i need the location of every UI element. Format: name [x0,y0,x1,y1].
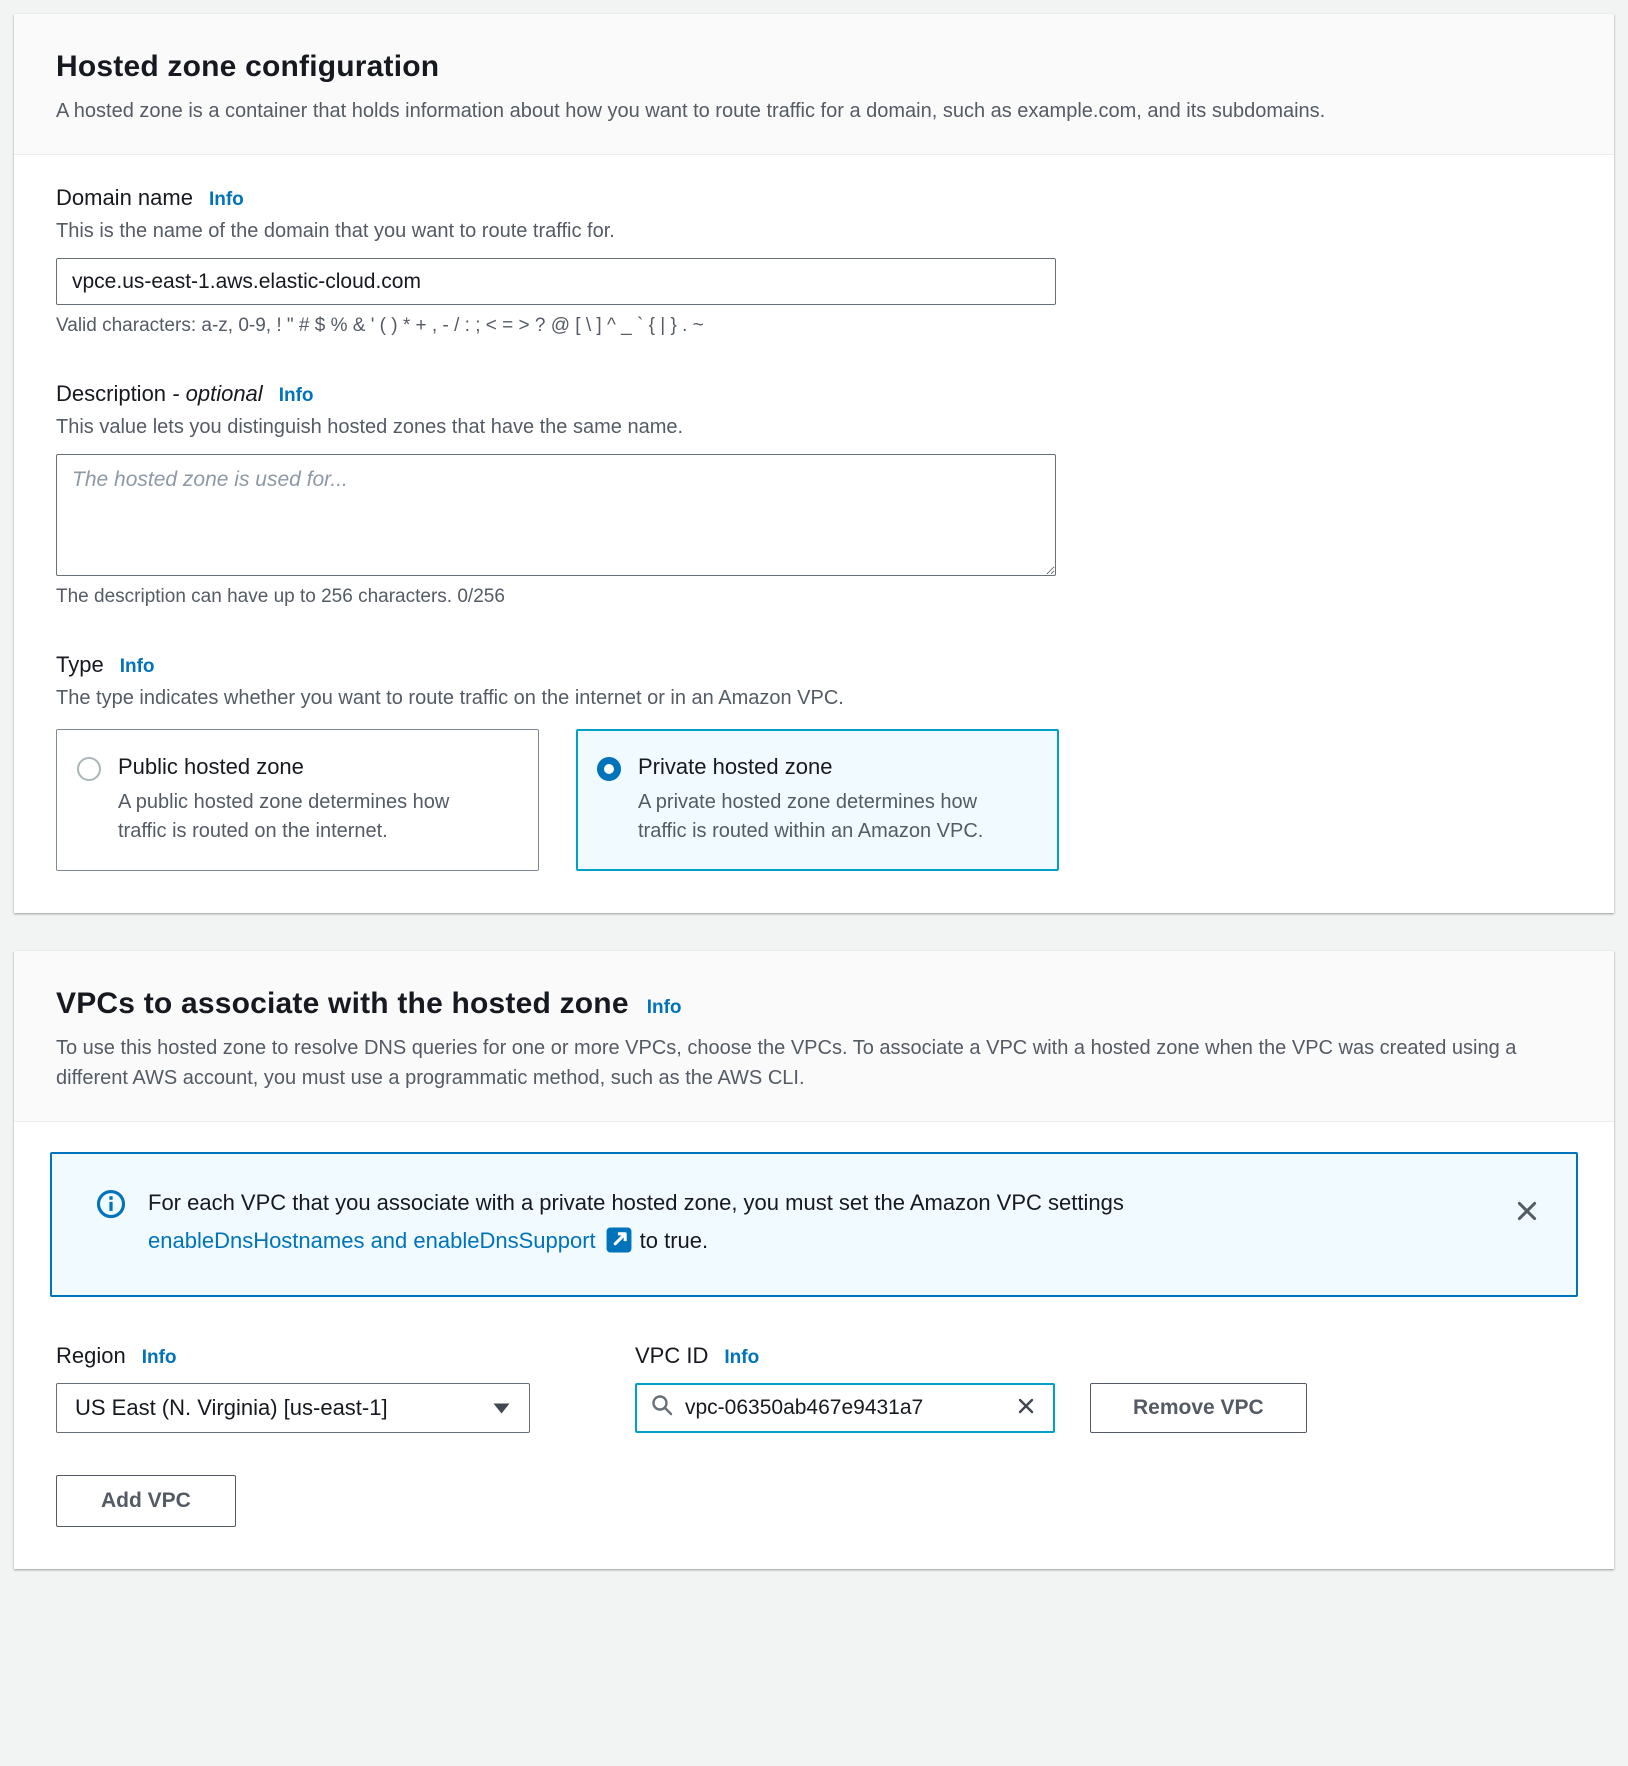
vpcs-card-title: VPCs to associate with the hosted zone [56,987,629,1020]
domain-name-input[interactable] [56,258,1056,305]
search-icon [650,1393,674,1422]
description-char-count: The description can have up to 256 characters. 0/256 [56,586,505,607]
public-hosted-zone-title: Public hosted zone [118,754,304,779]
enable-dns-settings-link[interactable]: enableDnsHostnames and enableDnsSupport [148,1227,596,1253]
vpc-id-input[interactable] [685,1396,1012,1420]
banner-text [148,1184,1124,1265]
description-label: Description - optional [56,381,263,406]
domain-name-field-group [56,185,1572,337]
vpc-id-info-link[interactable]: Info [724,1346,760,1368]
vpc-id-label: VPC ID [635,1342,709,1368]
clear-x-icon [1014,1394,1038,1421]
hosted-zone-card-title: Hosted zone configuration [56,50,440,83]
private-hosted-zone-description: A private hosted zone determines how traffic is routed within an Amazon VPC. [638,791,984,842]
banner-text-after-link: to true. [639,1227,709,1253]
banner-close-button[interactable] [1508,1192,1546,1233]
region-info-link[interactable]: Info [141,1346,177,1368]
type-field-group [56,652,1572,871]
vpcs-card-body [14,1122,1614,1569]
hosted-zone-configuration-card [14,14,1614,913]
hosted-zone-card-header [14,14,1614,155]
external-link-icon [606,1233,632,1258]
description-field-group [56,381,1572,608]
hosted-zone-card-description: A hosted zone is a container that holds information about how you want to route traffic for a domain, such as example.com, and its subdomains. [56,100,1326,122]
vpc-id-search-box[interactable] [635,1383,1055,1433]
type-radio-group [56,729,1572,871]
type-description: The type indicates whether you want to route traffic on the internet or in an Amazon VPC. [56,687,844,709]
private-hosted-zone-radio[interactable] [597,757,621,781]
vpcs-card-info-link[interactable]: Info [646,997,682,1018]
description-textarea[interactable] [56,454,1056,576]
type-info-link[interactable]: Info [119,656,155,677]
domain-name-info-link[interactable]: Info [208,189,244,210]
close-icon [1514,1212,1540,1227]
region-label: Region [56,1342,126,1368]
description-optional-suffix: - optional [172,381,263,406]
vpc-id-column [635,1343,1055,1433]
hosted-zone-card-body [14,155,1614,913]
region-column [56,1343,530,1433]
public-hosted-zone-description: A public hosted zone determines how traffic is routed on the internet. [118,791,450,842]
remove-vpc-button[interactable]: Remove VPC [1090,1383,1307,1433]
public-hosted-zone-radio[interactable] [77,757,101,781]
vpc-settings-info-banner [50,1152,1578,1297]
banner-text-line1: For each VPC that you associate with a private hosted zone, you must set the Amazon VPC settings [148,1190,1124,1215]
domain-name-constraint: Valid characters: a-z, 0-9, ! " # $ % & ' ( ) * + , - / : ; < = > ? @ [ \ ] ^ _ ` { | } . ~ [56,315,704,336]
vpc-id-clear-button[interactable] [1012,1392,1040,1423]
description-info-link[interactable]: Info [278,385,314,406]
region-selected-option: US East (N. Virginia) [us-east-1] [75,1394,388,1420]
public-hosted-zone-option[interactable] [56,729,539,871]
private-hosted-zone-option[interactable] [576,729,1059,871]
vpc-association-row [56,1343,1578,1433]
domain-name-description: This is the name of the domain that you want to route traffic for. [56,220,615,242]
type-label: Type [56,652,104,677]
domain-name-label: Domain name [56,185,193,210]
vpcs-card-header [14,951,1614,1122]
info-circle-icon [96,1189,126,1224]
add-vpc-button[interactable]: Add VPC [56,1475,236,1527]
vpcs-card-description: To use this hosted zone to resolve DNS queries for one or more VPCs, choose the VPCs. To associate a VPC with a hosted zone when the VPC was created using a different AWS account, you must use a programmatic method, such as the AWS CLI. [56,1037,1517,1089]
region-select[interactable] [56,1383,530,1433]
description-field-description: This value lets you distinguish hosted zones that have the same name. [56,416,684,438]
private-hosted-zone-title: Private hosted zone [638,754,833,779]
chevron-down-icon [492,1395,511,1421]
vpcs-associate-card [14,951,1614,1569]
